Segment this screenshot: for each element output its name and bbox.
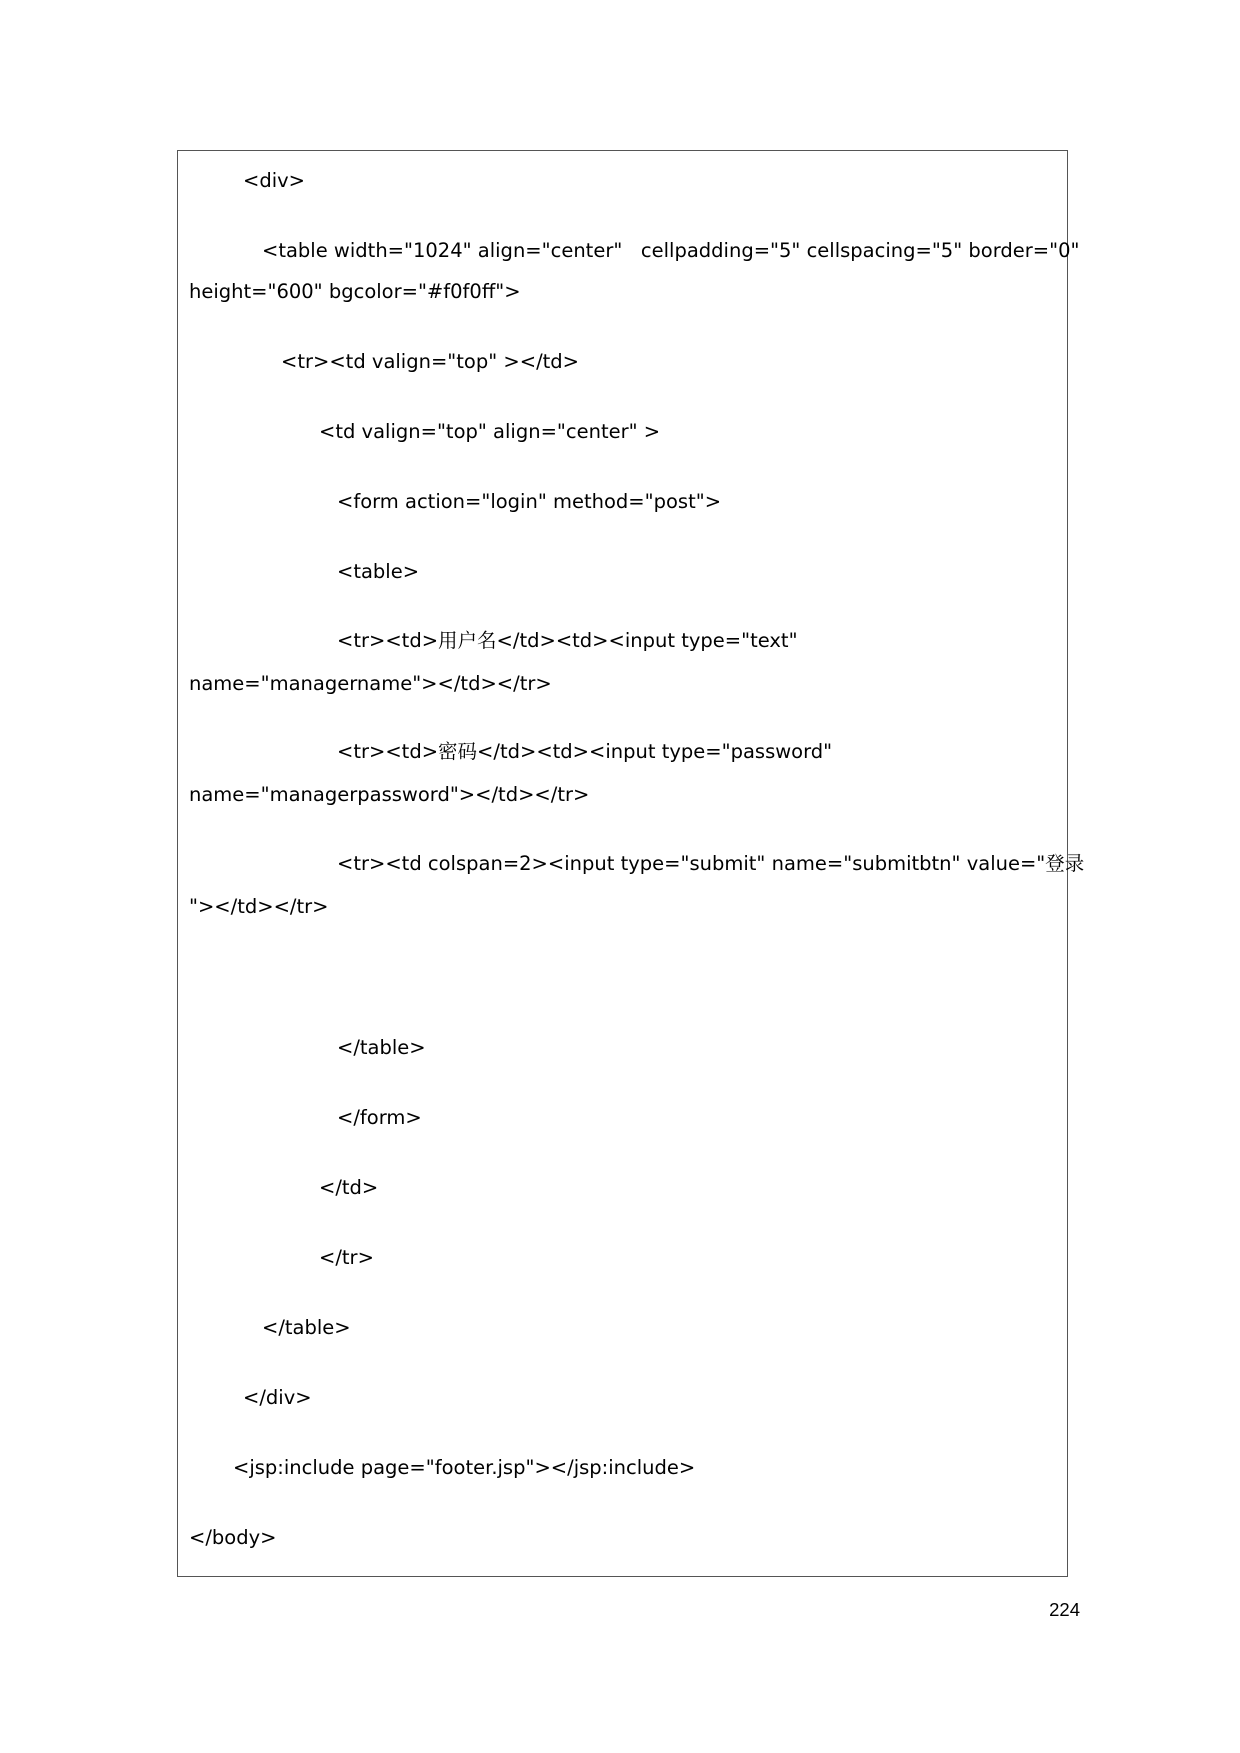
- code-line: <tr><td colspan=2><input type="submit" name="submitbtn" value="登录: [337, 852, 1085, 875]
- code-line: height="600" bgcolor="#f0f0ff">: [189, 280, 521, 303]
- code-line: <jsp:include page="footer.jsp"></jsp:include>: [233, 1456, 696, 1479]
- page-number: 224: [1049, 1599, 1080, 1620]
- code-line: name="managername"></td></tr>: [189, 672, 552, 695]
- code-line: <tr><td valign="top" ></td>: [281, 350, 580, 373]
- code-line: "></td></tr>: [189, 895, 329, 918]
- code-line: </body>: [189, 1526, 277, 1549]
- code-line: </td>: [319, 1176, 379, 1199]
- code-line: <td valign="top" align="center" >: [319, 420, 661, 443]
- code-line: <tr><td>用户名</td><td><input type="text": [337, 629, 798, 652]
- code-line: name="managerpassword"></td></tr>: [189, 783, 590, 806]
- code-line: <table>: [337, 560, 420, 583]
- code-line: <div>: [243, 169, 306, 192]
- code-line: </form>: [337, 1106, 422, 1129]
- code-line: </div>: [243, 1386, 312, 1409]
- code-line: </table>: [337, 1036, 426, 1059]
- code-line: </tr>: [319, 1246, 374, 1269]
- code-line: <table width="1024" align="center" cellpadding="5" cellspacing="5" border="0": [262, 239, 1080, 262]
- code-line: <form action="login" method="post">: [337, 490, 722, 513]
- code-line: </table>: [262, 1316, 351, 1339]
- code-line: <tr><td>密码</td><td><input type="password": [337, 740, 833, 763]
